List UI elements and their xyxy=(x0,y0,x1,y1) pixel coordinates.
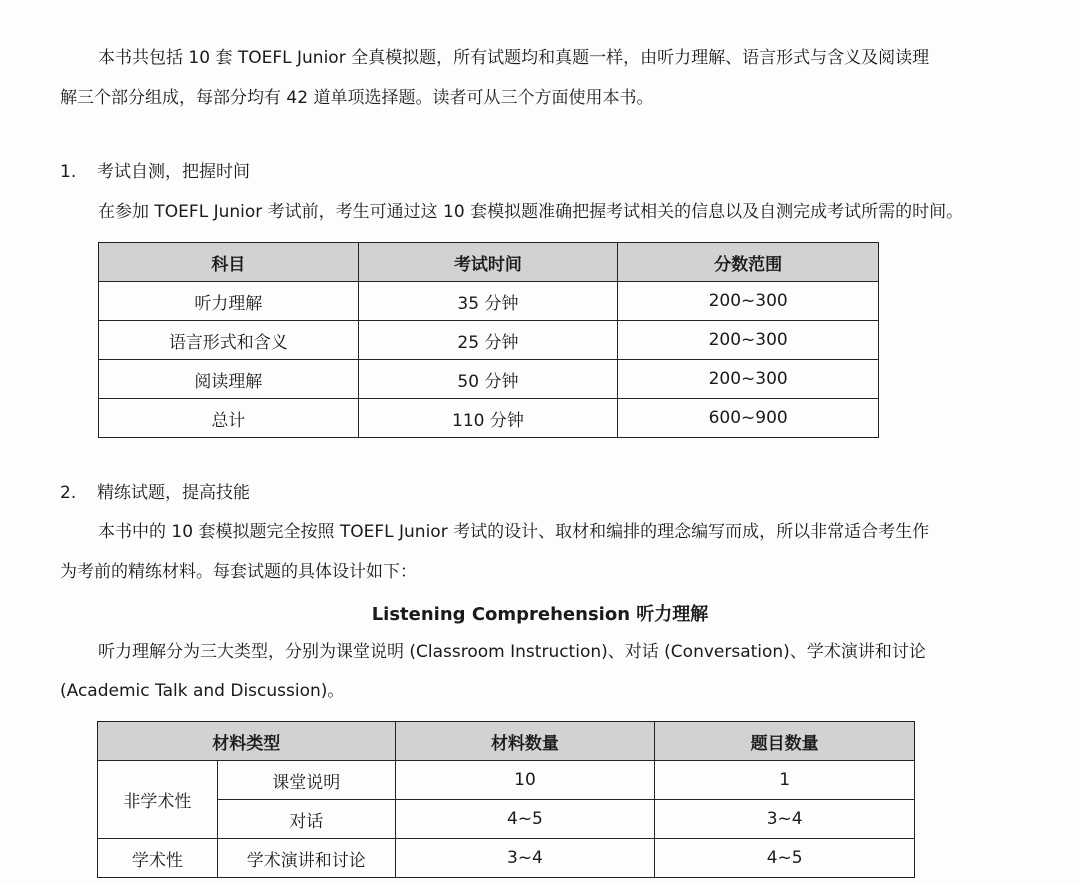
cell-subject: 语言形式和含义 xyxy=(99,321,359,360)
cell-material-count: 4~5 xyxy=(395,800,655,839)
header-subject: 科目 xyxy=(99,243,359,282)
table-row xyxy=(99,321,879,360)
section-1-text: 在参加 TOEFL Junior 考试前，考生可通过这 10 套模拟题准确把握考试相关的信息以及自测完成考试所需的时间。 xyxy=(98,202,964,222)
section-1-title: 考试自测，把握时间 xyxy=(97,162,250,182)
table-header-row xyxy=(98,722,915,761)
cell-material-count: 10 xyxy=(395,761,655,800)
cell-question-count: 1 xyxy=(655,761,915,800)
cell-type: 学术演讲和讨论 xyxy=(217,839,395,878)
section-1-number: 1. xyxy=(60,162,77,182)
group-non-academic: 非学术性 xyxy=(98,761,218,839)
cell-subject: 阅读理解 xyxy=(99,360,359,399)
cell-score: 200~300 xyxy=(618,321,879,360)
listening-material-table xyxy=(97,721,915,878)
cell-score: 600~900 xyxy=(618,399,879,438)
table-row xyxy=(98,761,915,800)
header-time: 考试时间 xyxy=(358,243,618,282)
section-2-number: 2. xyxy=(60,483,77,503)
header-question-count: 题目数量 xyxy=(655,722,915,761)
section-1-heading xyxy=(60,160,250,184)
cell-time: 35 分钟 xyxy=(358,282,618,321)
table-row xyxy=(98,839,915,878)
header-material-type: 材料类型 xyxy=(98,722,396,761)
listening-text-line-1: 听力理解分为三大类型，分别为课堂说明 (Classroom Instruction)、对话 (Conversation)、学术演讲和讨论 xyxy=(98,642,926,662)
cell-subject: 听力理解 xyxy=(99,282,359,321)
table-row xyxy=(99,360,879,399)
group-academic: 学术性 xyxy=(98,839,218,878)
exam-time-table xyxy=(98,242,879,438)
section-2-heading xyxy=(60,481,250,505)
table-header-row xyxy=(99,243,879,282)
table-row xyxy=(99,399,879,438)
cell-score: 200~300 xyxy=(618,282,879,321)
cell-score: 200~300 xyxy=(618,360,879,399)
cell-question-count: 3~4 xyxy=(655,800,915,839)
header-material-count: 材料数量 xyxy=(395,722,655,761)
cell-type: 对话 xyxy=(217,800,395,839)
cell-type: 课堂说明 xyxy=(217,761,395,800)
intro-line-1: 本书共包括 10 套 TOEFL Junior 全真模拟题，所有试题均和真题一样，由听力理解、语言形式与含义及阅读理 xyxy=(98,48,930,68)
cell-question-count: 4~5 xyxy=(655,839,915,878)
cell-time: 25 分钟 xyxy=(358,321,618,360)
listening-heading: Listening Comprehension 听力理解 xyxy=(371,604,709,625)
section-2-text-line-2: 为考前的精练材料。每套试题的具体设计如下： xyxy=(60,562,417,582)
cell-material-count: 3~4 xyxy=(395,839,655,878)
section-2-title: 精练试题，提高技能 xyxy=(97,483,250,503)
cell-time: 110 分钟 xyxy=(358,399,618,438)
cell-time: 50 分钟 xyxy=(358,360,618,399)
table-row xyxy=(99,282,879,321)
listening-text-line-2: (Academic Talk and Discussion)。 xyxy=(60,681,345,701)
table-row xyxy=(98,800,915,839)
section-2-text-line-1: 本书中的 10 套模拟题完全按照 TOEFL Junior 考试的设计、取材和编排的理念编写而成，所以非常适合考生作 xyxy=(98,522,930,542)
header-score: 分数范围 xyxy=(618,243,879,282)
cell-subject: 总计 xyxy=(99,399,359,438)
intro-line-2: 解三个部分组成，每部分均有 42 道单项选择题。读者可从三个方面使用本书。 xyxy=(60,88,654,108)
